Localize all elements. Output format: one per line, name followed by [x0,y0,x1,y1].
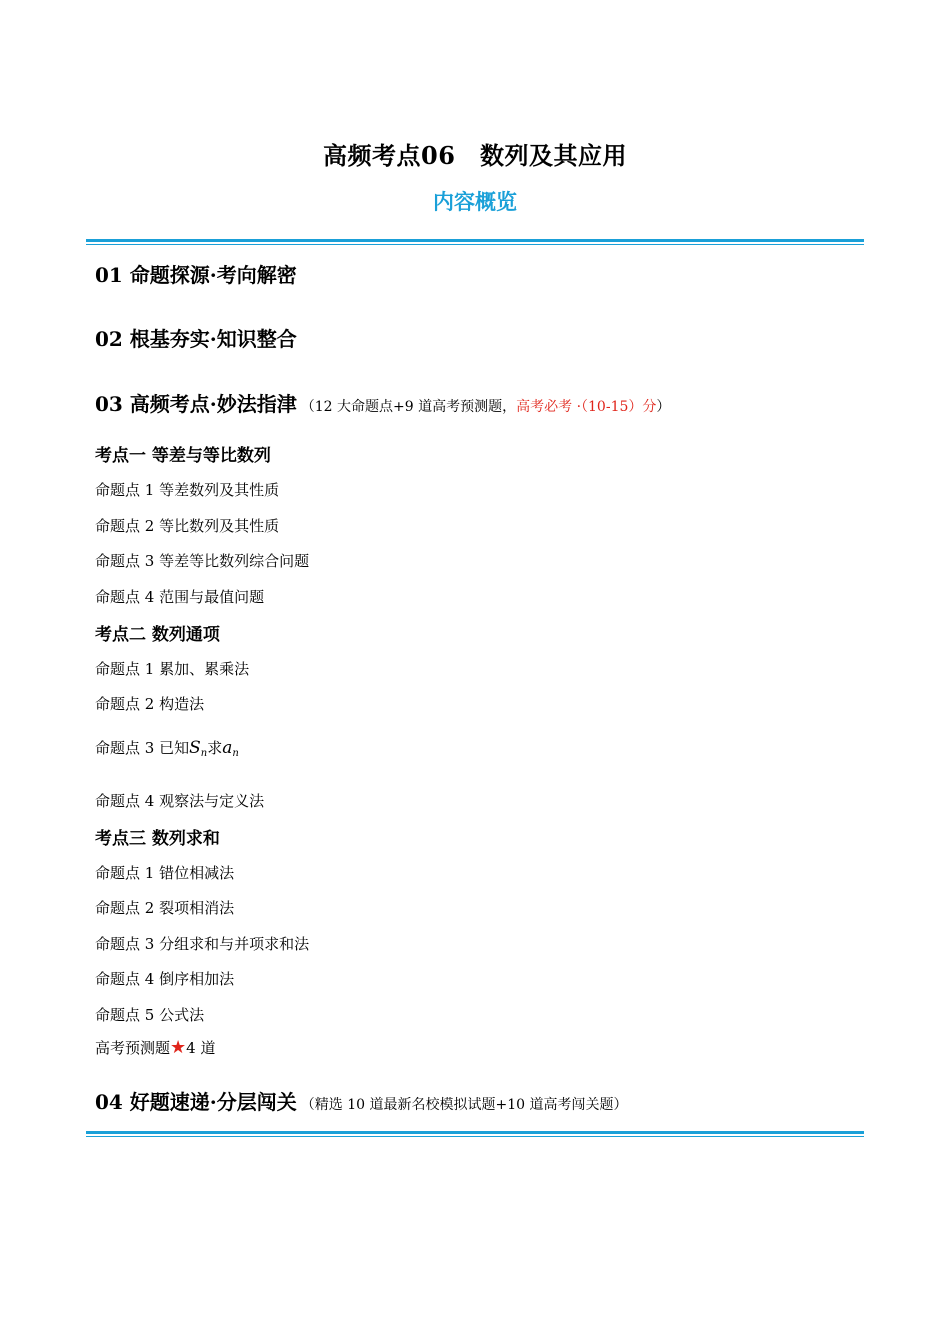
math-subscript: n [232,748,239,759]
section-03 [95,388,670,417]
list-item: 命题点 2 等比数列及其性质 [95,517,280,535]
section-04 [95,1086,627,1115]
star-icon: ★ [170,1037,187,1058]
math-s-n [189,738,207,758]
list-item: 命题点 5 公式法 [95,1006,205,1024]
list-item: 命题点 2 构造法 [95,695,205,713]
list-item-text: 命题点 3 已知 [95,739,190,757]
forecast-label: 高考预测题 [95,1039,171,1057]
list-item: 命题点 2 裂项相消法 [95,899,235,917]
list-item-text-mid: 求 [207,739,223,757]
kaodian-1-title: 考点一 等差与等比数列 [95,446,271,466]
math-symbol: S [189,738,201,758]
section-04-note: （精选 10 道最新名校模拟试题+10 道高考闯关题） [300,1097,628,1113]
kaodian-2-title: 考点二 数列通项 [95,625,220,645]
section-03-note [301,399,671,415]
forecast-count: 4 道 [186,1039,216,1057]
section-03-note-close: ） [656,399,671,415]
math-a-n [222,738,239,758]
list-item: 命题点 3 等差等比数列综合问题 [95,552,310,570]
section-03-label: 03 高频考点·妙法指津 [95,392,297,416]
math-symbol: a [222,738,233,758]
section-01: 01 命题探源·考向解密 [95,263,297,287]
section-04-label: 04 好题速递·分层闯关 [95,1090,297,1114]
kaodian-3-title: 考点三 数列求和 [95,829,220,849]
bottom-divider [86,1131,864,1137]
list-item [95,737,239,759]
top-divider [86,239,864,245]
list-item: 命题点 3 分组求和与并项求和法 [95,935,310,953]
list-item: 命题点 1 等差数列及其性质 [95,481,280,499]
forecast-item [95,1037,215,1058]
list-item: 命题点 1 累加、累乘法 [95,660,250,678]
math-subscript: n [200,748,208,759]
section-02: 02 根基夯实·知识整合 [95,327,297,351]
page-title: 高频考点06 数列及其应用 [323,141,627,170]
section-03-note-text: （12 大命题点+9 道高考预测题， [300,399,517,415]
list-item: 命题点 4 范围与最值问题 [95,588,265,606]
list-item: 命题点 4 观察法与定义法 [95,792,265,810]
list-item: 命题点 4 倒序相加法 [95,970,235,988]
section-03-note-highlight: 高考必考 ·（10-15）分 [516,399,657,415]
page-subtitle: 内容概览 [433,189,517,214]
list-item: 命题点 1 错位相减法 [95,864,235,882]
